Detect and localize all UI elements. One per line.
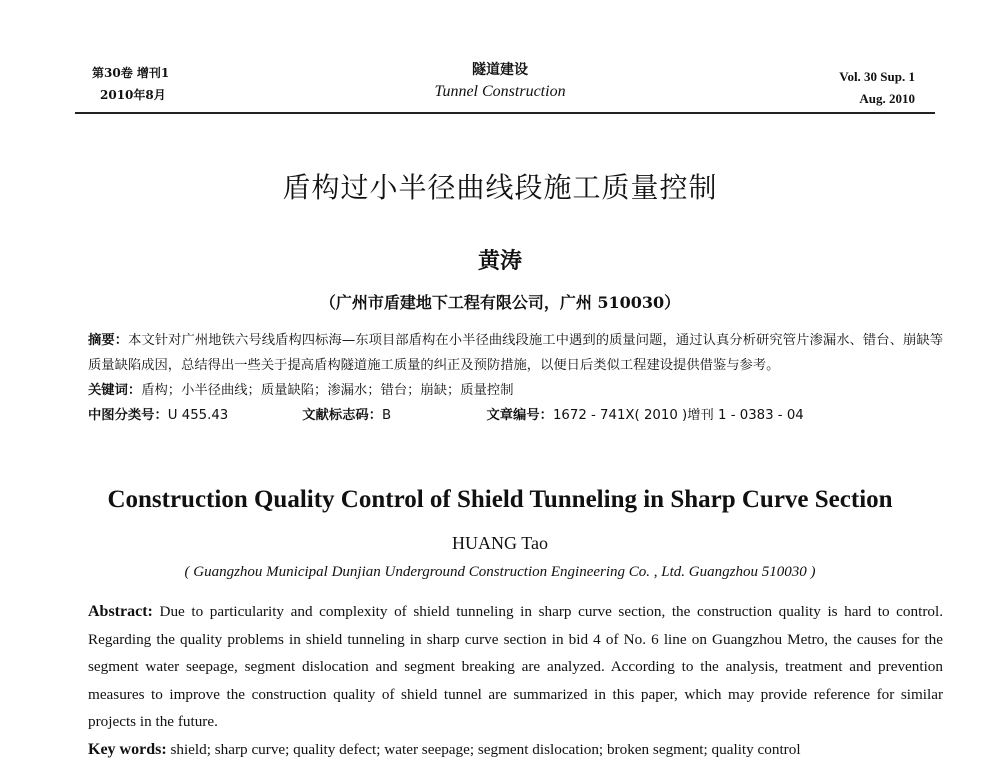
header-date: 2010年8月: [100, 88, 166, 102]
journal-name-en: Tunnel Construction: [434, 83, 566, 100]
paper-title-en: Construction Quality Control of Shield Tunneling in Sharp Curve Section: [107, 486, 893, 513]
abstract-block-cn: [88, 328, 943, 428]
abstract-cn: [88, 328, 943, 378]
header-volume-en: [800, 66, 915, 110]
clc-label: 中图分类号：: [88, 408, 168, 423]
author-cn: 黄涛: [477, 248, 522, 274]
header-journal: [380, 60, 620, 104]
header-date-en: Aug. 2010: [859, 91, 915, 106]
header-volume: 第30卷 增刊1: [92, 66, 170, 80]
header-volume-en-line: Vol. 30 Sup. 1: [839, 69, 915, 84]
keywords-cn-text: 盾构；小半径曲线；质量缺陷；渗漏水；错台；崩缺；质量控制: [141, 383, 514, 398]
affiliation-en: ( Guangzhou Municipal Dunjian Underground Construction Engineering Co. , Ltd. Guangzhou 510030 ): [184, 564, 816, 580]
header-volume-info: [92, 62, 169, 106]
keywords-en-label: Key words:: [88, 740, 167, 758]
keywords-cn-label: 关键词：: [88, 383, 142, 398]
article-no-value: 1672 - 741X( 2010 )增刊 1 - 0383 - 04: [552, 408, 804, 423]
abstract-en: [88, 598, 943, 736]
abstract-cn-text: 本文针对广州地铁六号线盾构四标海—东项目部盾构在小半径曲线段施工中遇到的质量问题，通过认真分析研究管片渗漏水、错台、崩缺等质量缺陷成因，总结得出一些关于提高盾构隧道施工质量的纠正及预防措施，以便日后类似工程建设提供借鉴与参考。: [88, 333, 944, 373]
affiliation-cn: （广州市盾建地下工程有限公司，广州 510030）: [319, 293, 681, 312]
keywords-en: [88, 736, 943, 764]
abstract-cn-label: 摘要：: [88, 333, 129, 348]
abstract-block-en: [88, 598, 943, 764]
doc-code-value: B: [382, 408, 392, 423]
keywords-en-text: shield; sharp curve; quality defect; water seepage; segment dislocation; broken segment; quality control: [170, 740, 801, 758]
author-en: HUANG Tao: [452, 533, 548, 553]
article-no-label: 文章编号：: [486, 408, 553, 423]
doc-code-label: 文献标志码：: [302, 408, 383, 423]
abstract-en-label: Abstract:: [88, 603, 153, 620]
header-divider: [75, 112, 935, 114]
paper-title-cn: 盾构过小半径曲线段施工质量控制: [282, 171, 718, 204]
classification-line: [88, 403, 943, 428]
clc-value: U 455.43: [167, 408, 229, 423]
keywords-cn: [88, 378, 943, 403]
abstract-en-text: Due to particularity and complexity of shield tunneling in sharp curve section, the construction quality is hard to control. Regarding the quality problems in shield tunneling in sharp curve section in bid 4 of No. 6 line on Guangzhou Metro, the causes for the segment water seepage, segment dislocation and segment breaking are analyzed. According to the analysis, treatment and prevention measures to improve the construction quality of shield tunnel are summarized in this paper, which may provide reference for similar projects in the future.: [88, 603, 944, 731]
journal-name-cn: 隧道建设: [472, 62, 528, 78]
